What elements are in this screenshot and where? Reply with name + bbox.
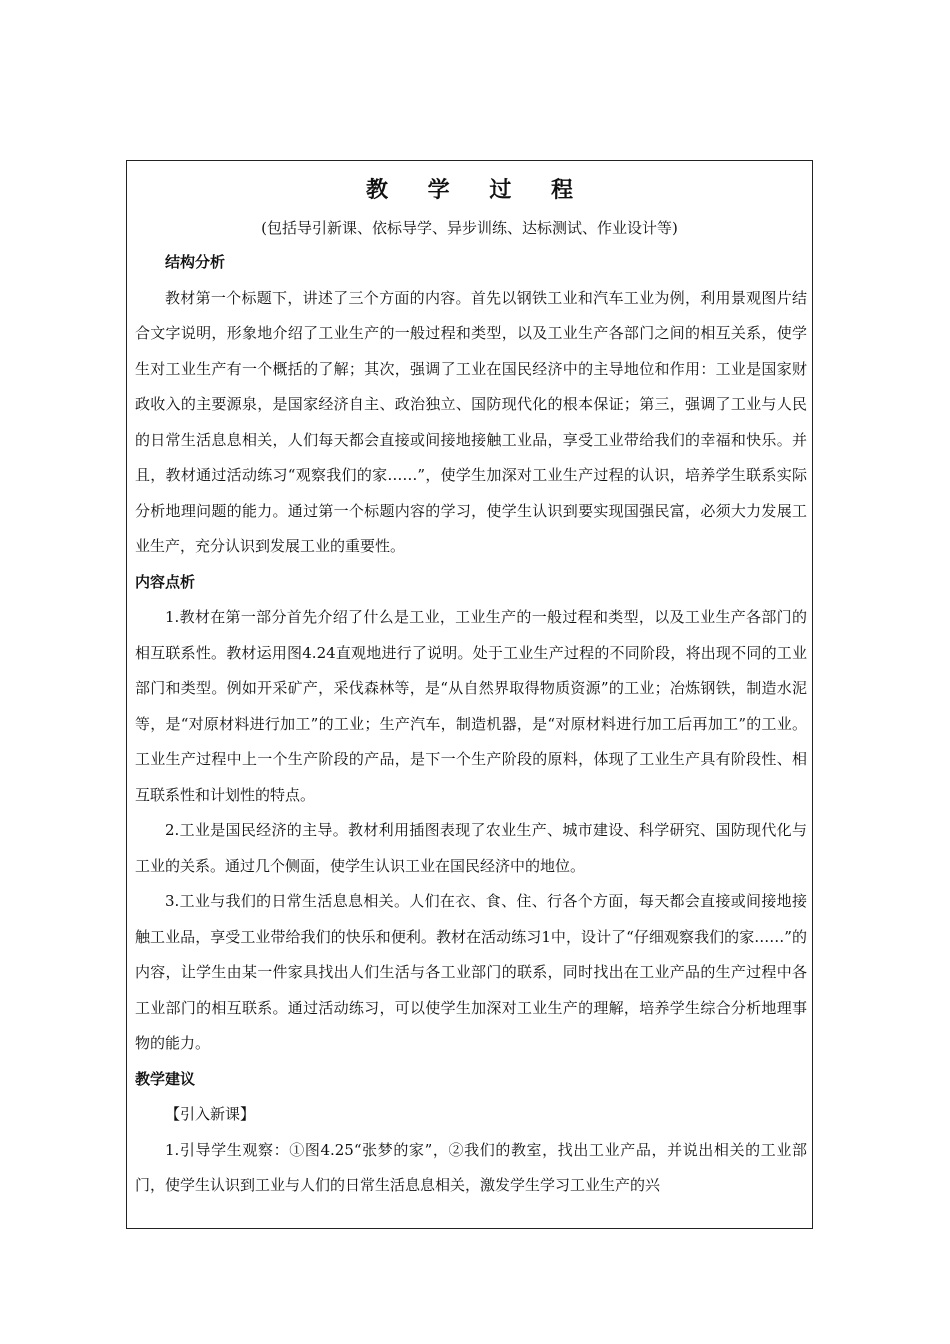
page-subtitle: (包括导引新课、依标导学、异步训练、达标测试、作业设计等) <box>261 219 678 237</box>
suggestion-subheading: 【引入新课】 <box>165 1105 256 1123</box>
content-item-3: 3.工业与我们的日常生活息息相关。人们在衣、食、住、行各个方面，每天都会直接或间接地接触工业品，享受工业带给我们的快乐和便利。教材在活动练习1中，设计了“仔细观察我们的家……”的内容，让学生由某一件家具找出人们生活与各工业部门的联系，同时找出在工业产品的生产过程中各工业部门的相互联系。通过活动练习，可以使学生加深对工业生产的理解，培养学生综合分析地理事物的能力。 <box>135 892 807 1052</box>
section-heading-structure: 结构分析 <box>165 253 226 271</box>
content-item-1: 1.教材在第一部分首先介绍了什么是工业，工业生产的一般过程和类型，以及工业生产各部门的相互联系性。教材运用图4.24直观地进行了说明。处于工业生产过程的不同阶段，将出现不同的工业部门和类型。例如开采矿产，采伐森林等，是“从自然界取得物质资源”的工业；冶炼钢铁，制造水泥等，是“对原材料进行加工”的工业；生产汽车，制造机器，是“对原材料进行加工后再加工”的工业。工业生产过程中上一个生产阶段的产品，是下一个生产阶段的原料，体现了工业生产具有阶段性、相互联系性和计划性的特点。 <box>135 608 807 804</box>
section-heading-content: 内容点析 <box>135 572 196 591</box>
content-item-2: 2.工业是国民经济的主导。教材利用插图表现了农业生产、城市建设、科学研究、国防现代化与工业的关系。通过几个侧面，使学生认识工业在国民经济中的地位。 <box>135 821 807 875</box>
document-body <box>135 245 807 1204</box>
section-heading-suggestion: 教学建议 <box>135 1069 196 1088</box>
page-title: 教 学 过 程 <box>366 178 589 203</box>
structure-paragraph: 教材第一个标题下，讲述了三个方面的内容。首先以钢铁工业和汽车工业为例，利用景观图片结合文字说明，形象地介绍了工业生产的一般过程和类型，以及工业生产各部门之间的相互关系，使学生对工业生产有一个概括的了解；其次，强调了工业在国民经济中的主导地位和作用：工业是国家财政收入的主要源泉，是国家经济自主、政治独立、国防现代化的根本保证；第三，强调了工业与人民的日常生活息息相关，人们每天都会直接或间接地接触工业品，享受工业带给我们的幸福和快乐。并且，教材通过活动练习“观察我们的家……”，使学生加深对工业生产过程的认识，培养学生联系实际分析地理问题的能力。通过第一个标题内容的学习，使学生认识到要实现国强民富，必须大力发展工业生产，充分认识到发展工业的重要性。 <box>135 288 807 555</box>
teaching-process-table <box>126 160 813 1229</box>
suggestion-item-1: 1.引导学生观察：①图4.25“张梦的家”，②我们的教室，找出工业产品，并说出相关的工业部门，使学生认识到工业与人们的日常生活息息相关，激发学生学习工业生产的兴 <box>135 1140 807 1194</box>
